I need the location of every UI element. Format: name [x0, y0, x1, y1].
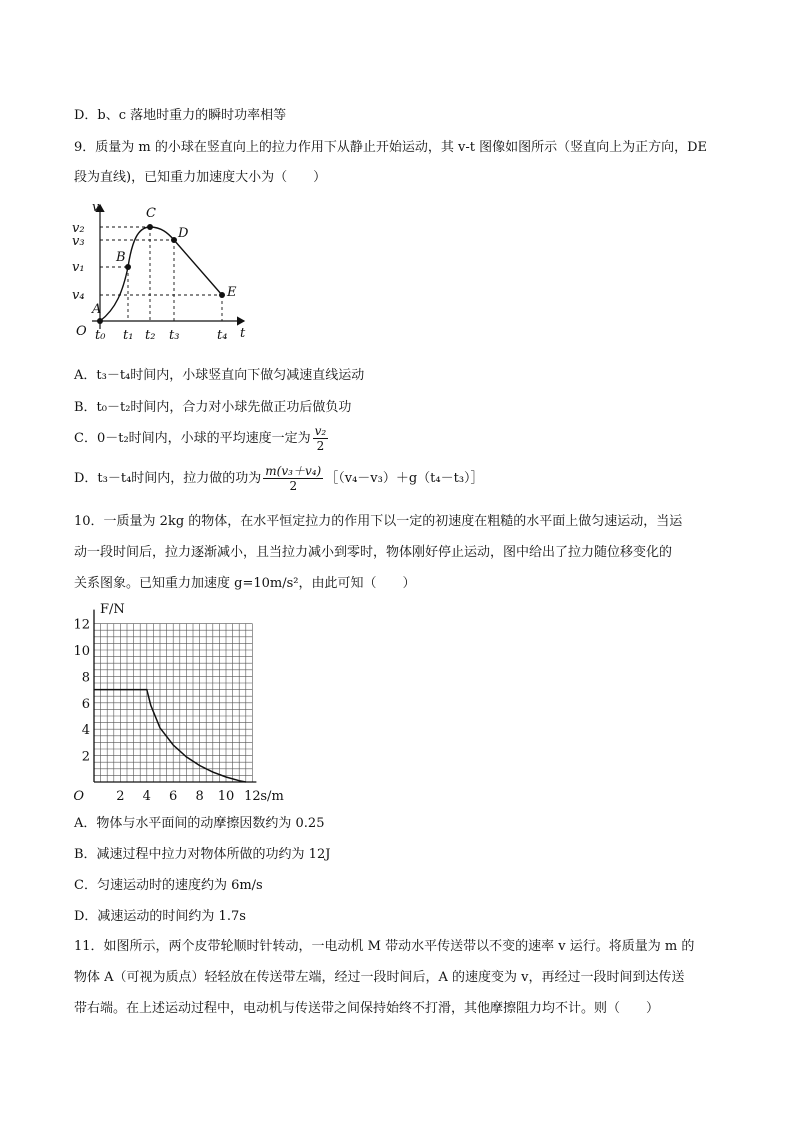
y-tick-label: 10 — [73, 644, 90, 659]
vt-point-b — [125, 264, 131, 270]
vt-t4-tick: t₄ — [217, 328, 228, 343]
q9-option-a: A．t₃－t₄时间内，小球竖直向下做匀减速直线运动 — [74, 368, 365, 383]
q9-stem-line1: 9．质量为 m 的小球在竖直向上的拉力作用下从静止开始运动，其 v-t 图像如图所示（竖直向上为正方向，DE — [74, 140, 708, 155]
vt-v3-tick: v₃ — [72, 234, 85, 249]
origin-label: O — [73, 789, 84, 804]
q11-stem-line3: 带右端。在上述运动过程中，电动机与传送带之间保持始终不打滑，其他摩擦阻力均不计。则（ ） — [74, 1001, 660, 1016]
q10-option-c: C．匀速运动时的速度约为 6m/s — [74, 878, 263, 893]
q8-option-d: D．b、c 落地时重力的瞬时功率相等 — [74, 108, 287, 123]
vt-graph — [68, 195, 258, 347]
vt-curve — [100, 227, 222, 321]
y-tick-label: 6 — [81, 696, 90, 712]
vt-t2-tick: t₂ — [145, 328, 156, 343]
q9-stem-line2: 段为直线)，已知重力加速度大小为（ ） — [74, 170, 327, 185]
vt-t3-tick: t₃ — [169, 328, 180, 343]
q10-stem-line2: 动一段时间后，拉力逐渐减小，且当拉力减小到零时，物体刚好停止运动，图中给出了拉力随位移变化的 — [74, 545, 673, 560]
q9-option-b: B．t₀－t₂时间内，合力对小球先做正功后做负功 — [74, 400, 352, 415]
vt-label-b: B — [116, 250, 126, 265]
vt-point-c — [147, 224, 153, 230]
vt-v4-tick: v₄ — [72, 288, 85, 303]
q9-option-d-bracket: ［（v₄－v₃）＋g（t₄－t₃）］ — [325, 471, 484, 486]
x-tick-label: 2 — [116, 789, 125, 804]
y-tick-label: 12 — [73, 617, 90, 633]
q11-stem-line1: 11．如图所示，两个皮带轮顺时针转动，一电动机 M 带动水平传送带以不变的速率 v 运行。将质量为 m 的 — [74, 939, 695, 954]
q9-d-fraction: $\frac{\text{m(v₃＋v₄)}}{2}$ — [265, 464, 322, 493]
vt-v2-tick: v₂ — [72, 221, 85, 236]
y-tick-label: 4 — [81, 723, 90, 739]
x-tick-label: 8 — [195, 789, 204, 804]
force-displacement-chart — [70, 598, 310, 808]
q10-option-d: D．减速运动的时间约为 1.7s — [74, 909, 246, 924]
x-tick-label: 12 — [244, 789, 261, 804]
vt-t0-tick: t₀ — [95, 328, 106, 343]
q10-stem-line3: 关系图象。已知重力加速度 g=10m/s²，由此可知（ ） — [74, 576, 416, 591]
vt-point-d — [171, 237, 177, 243]
q9-option-d — [74, 464, 484, 493]
vt-point-e — [219, 292, 225, 298]
x-axis-label: s/m — [260, 789, 284, 804]
x-tick-label: 6 — [169, 789, 178, 804]
x-tick-label: 10 — [217, 789, 235, 804]
vt-t1-tick: t₁ — [123, 328, 134, 343]
vt-label-d: D — [178, 226, 189, 241]
vt-label-a: A — [92, 302, 102, 317]
q11-stem-line2: 物体 A（可视为质点）轻轻放在传送带左端，经过一段时间后，A 的速度变为 v，再经过一段时间到达传送 — [74, 970, 685, 985]
q9-option-c — [74, 424, 330, 453]
q10-stem-line1: 10．一质量为 2kg 的物体，在水平恒定拉力的作用下以一定的初速度在粗糙的水平面上做匀速运动，当运 — [74, 514, 683, 529]
q9-option-c-text: C．0－t₂时间内，小球的平均速度一定为 — [74, 431, 311, 446]
q9-c-fraction: $\frac{\text{v₂}}{2}$ — [314, 424, 327, 453]
q10-option-a: A．物体与水平面间的动摩擦因数约为 0.25 — [74, 816, 325, 831]
vt-label-c: C — [146, 206, 156, 221]
x-tick-label: 4 — [142, 789, 151, 804]
vt-point-a — [97, 318, 103, 324]
q9-option-d-text: D．t₃－t₄时间内，拉力做的功为 — [74, 471, 262, 486]
vt-label-e: E — [227, 285, 237, 300]
vt-v1-tick: v₁ — [72, 260, 85, 275]
y-tick-label: 2 — [81, 749, 90, 765]
vt-y-label: v — [92, 200, 100, 215]
y-axis-label: F/N — [100, 602, 125, 617]
vt-origin: O — [76, 324, 87, 339]
q10-option-b: B．减速过程中拉力对物体所做的功约为 12J — [74, 847, 331, 862]
y-tick-label: 8 — [81, 670, 90, 686]
vt-x-label: t — [240, 326, 246, 341]
